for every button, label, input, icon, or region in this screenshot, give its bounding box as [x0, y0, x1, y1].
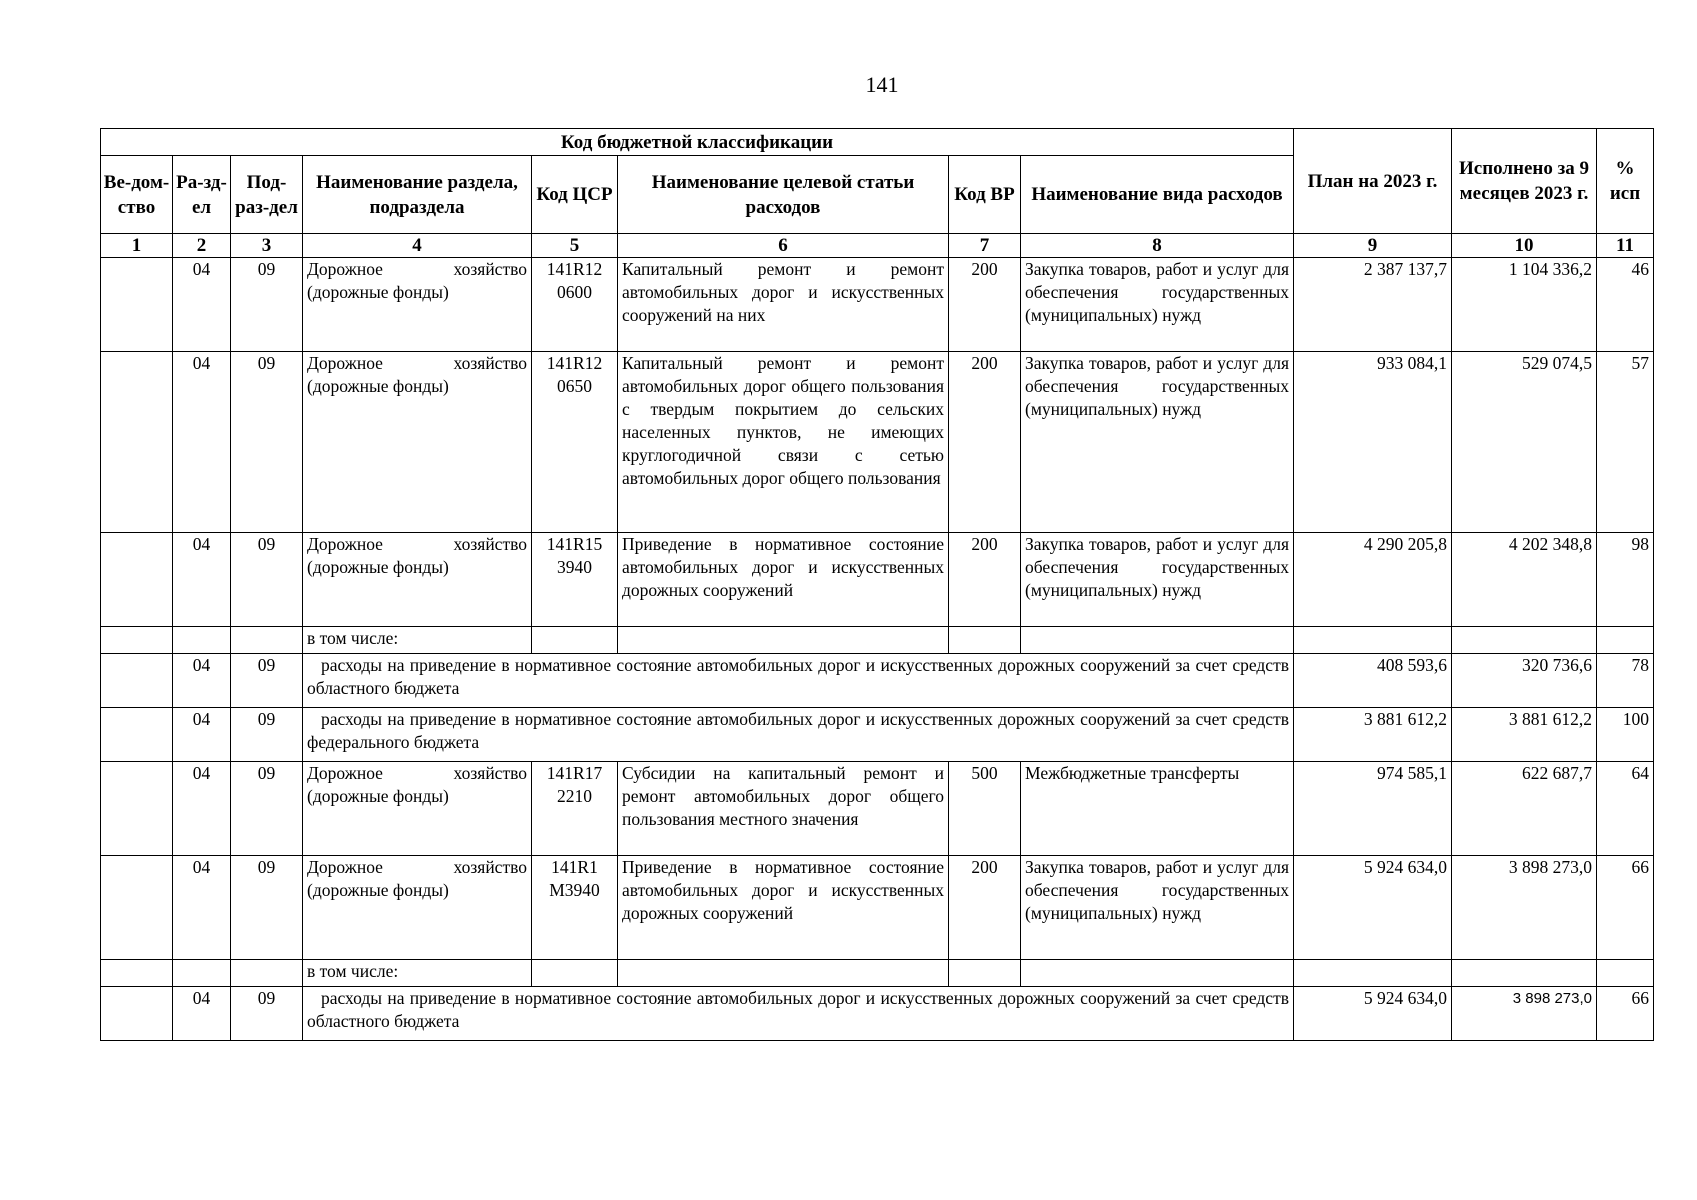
plan-cell: 408 593,6	[1294, 654, 1452, 708]
section-name-cell: Дорожное хозяйство (дорожные фонды)	[303, 762, 532, 856]
percent-cell: 100	[1597, 708, 1654, 762]
column-number: 10	[1452, 234, 1597, 258]
column-number: 2	[173, 234, 231, 258]
subsection-cell: 09	[231, 708, 303, 762]
department-header: Ве-дом-ство	[101, 156, 173, 234]
department-cell	[101, 762, 173, 856]
vr-code-header: Код ВР	[949, 156, 1021, 234]
section-name-cell: Дорожное хозяйство (дорожные фонды)	[303, 258, 532, 352]
csr-code-cell: 141R12 0600	[532, 258, 618, 352]
plan-cell: 2 387 137,7	[1294, 258, 1452, 352]
plan-cell: 974 585,1	[1294, 762, 1452, 856]
executed-cell: 622 687,7	[1452, 762, 1597, 856]
percent-cell: 57	[1597, 352, 1654, 533]
percent-header: % исп	[1597, 129, 1654, 234]
plan-cell: 3 881 612,2	[1294, 708, 1452, 762]
plan-cell: 4 290 205,8	[1294, 533, 1452, 627]
section-cell: 04	[173, 708, 231, 762]
target-article-header: Наименование целевой статьи расходов	[618, 156, 949, 234]
percent-cell: 66	[1597, 987, 1654, 1041]
target-article-cell: Капитальный ремонт и ремонт автомобильных дорог и искусственных сооружений на них	[618, 258, 949, 352]
executed-cell: 3 898 273,0	[1452, 987, 1597, 1041]
csr-code-cell: 141R15 3940	[532, 533, 618, 627]
column-number: 4	[303, 234, 532, 258]
executed-cell: 3 898 273,0	[1452, 856, 1597, 960]
subsection-cell: 09	[231, 762, 303, 856]
target-article-cell: Приведение в нормативное состояние автомобильных дорог и искусственных дорожных сооружений	[618, 856, 949, 960]
column-number: 5	[532, 234, 618, 258]
column-number: 9	[1294, 234, 1452, 258]
subsection-cell: 09	[231, 987, 303, 1041]
section-cell: 04	[173, 654, 231, 708]
table-row	[101, 960, 1654, 987]
vr-code-cell: 200	[949, 258, 1021, 352]
column-number: 6	[618, 234, 949, 258]
department-cell	[101, 708, 173, 762]
department-cell	[101, 987, 173, 1041]
percent-cell: 78	[1597, 654, 1654, 708]
target-article-cell: Капитальный ремонт и ремонт автомобильных дорог общего пользования с твердым покрытием до сельских населенных пунктов, не имеющих круглогодичной связи с сетью автомобильных дорог общего пользования	[618, 352, 949, 533]
section-name-cell: Дорожное хозяйство (дорожные фонды)	[303, 352, 532, 533]
table-row	[101, 654, 1654, 708]
page-number: 141	[865, 72, 899, 97]
expense-type-cell: Закупка товаров, работ и услуг для обеспечения государственных (муниципальных) нужд	[1021, 258, 1294, 352]
executed-cell: 1 104 336,2	[1452, 258, 1597, 352]
csr-code-cell: 141R1 М3940	[532, 856, 618, 960]
column-number: 11	[1597, 234, 1654, 258]
table-row	[101, 708, 1654, 762]
department-cell	[101, 258, 173, 352]
budget-table	[100, 128, 1654, 1041]
subsection-cell: 09	[231, 654, 303, 708]
plan-cell: 5 924 634,0	[1294, 987, 1452, 1041]
expense-type-cell: Межбюджетные трансферты	[1021, 762, 1294, 856]
column-number: 7	[949, 234, 1021, 258]
section-name-cell: Дорожное хозяйство (дорожные фонды)	[303, 856, 532, 960]
executed-cell: 4 202 348,8	[1452, 533, 1597, 627]
column-number: 8	[1021, 234, 1294, 258]
target-article-cell: Приведение в нормативное состояние автомобильных дорог и искусственных дорожных сооружений	[618, 533, 949, 627]
subsection-cell: 09	[231, 258, 303, 352]
column-number: 1	[101, 234, 173, 258]
target-article-cell: Субсидии на капитальный ремонт и ремонт автомобильных дорог общего пользования местного значения	[618, 762, 949, 856]
plan-header: План на 2023 г.	[1294, 129, 1452, 234]
section-cell: 04	[173, 856, 231, 960]
section-name-cell: Дорожное хозяйство (дорожные фонды)	[303, 533, 532, 627]
department-cell	[101, 654, 173, 708]
expense-type-header: Наименование вида расходов	[1021, 156, 1294, 234]
section-cell: 04	[173, 352, 231, 533]
vr-code-cell: 200	[949, 856, 1021, 960]
table-row	[101, 258, 1654, 352]
plan-cell: 5 924 634,0	[1294, 856, 1452, 960]
executed-cell: 320 736,6	[1452, 654, 1597, 708]
table-row	[101, 352, 1654, 533]
subsection-cell: 09	[231, 352, 303, 533]
department-cell	[101, 533, 173, 627]
table-row	[101, 533, 1654, 627]
executed-header: Исполнено за 9 месяцев 2023 г.	[1452, 129, 1597, 234]
section-cell: 04	[173, 533, 231, 627]
csr-code-cell: 141R12 0650	[532, 352, 618, 533]
including-label: в том числе:	[303, 627, 532, 654]
section-header: Ра-зд-ел	[173, 156, 231, 234]
table-row	[101, 762, 1654, 856]
subsection-cell: 09	[231, 856, 303, 960]
subsection-header: Под-раз-дел	[231, 156, 303, 234]
percent-cell: 46	[1597, 258, 1654, 352]
expense-description: расходы на приведение в нормативное состояние автомобильных дорог и искусственных дорожных сооружений за счет средств областного бюджета	[303, 987, 1294, 1041]
percent-cell: 64	[1597, 762, 1654, 856]
section-cell: 04	[173, 258, 231, 352]
table-row	[101, 856, 1654, 960]
department-cell	[101, 856, 173, 960]
expense-type-cell: Закупка товаров, работ и услуг для обеспечения государственных (муниципальных) нужд	[1021, 533, 1294, 627]
expense-description: расходы на приведение в нормативное состояние автомобильных дорог и искусственных дорожных сооружений за счет средств федерального бюджета	[303, 708, 1294, 762]
executed-cell: 529 074,5	[1452, 352, 1597, 533]
vr-code-cell: 500	[949, 762, 1021, 856]
table-row	[101, 987, 1654, 1041]
csr-code-cell: 141R17 2210	[532, 762, 618, 856]
including-label: в том числе:	[303, 960, 532, 987]
subsection-cell: 09	[231, 533, 303, 627]
department-cell	[101, 352, 173, 533]
percent-cell: 98	[1597, 533, 1654, 627]
expense-type-cell: Закупка товаров, работ и услуг для обеспечения государственных (муниципальных) нужд	[1021, 352, 1294, 533]
vr-code-cell: 200	[949, 533, 1021, 627]
vr-code-cell: 200	[949, 352, 1021, 533]
plan-cell: 933 084,1	[1294, 352, 1452, 533]
budget-classification-header: Код бюджетной классификации	[101, 129, 1294, 156]
percent-cell: 66	[1597, 856, 1654, 960]
table-row	[101, 627, 1654, 654]
csr-code-header: Код ЦСР	[532, 156, 618, 234]
executed-cell: 3 881 612,2	[1452, 708, 1597, 762]
section-cell: 04	[173, 987, 231, 1041]
column-number: 3	[231, 234, 303, 258]
section-cell: 04	[173, 762, 231, 856]
section-name-header: Наименование раздела, подраздела	[303, 156, 532, 234]
expense-type-cell: Закупка товаров, работ и услуг для обеспечения государственных (муниципальных) нужд	[1021, 856, 1294, 960]
expense-description: расходы на приведение в нормативное состояние автомобильных дорог и искусственных дорожных сооружений за счет средств областного бюджета	[303, 654, 1294, 708]
